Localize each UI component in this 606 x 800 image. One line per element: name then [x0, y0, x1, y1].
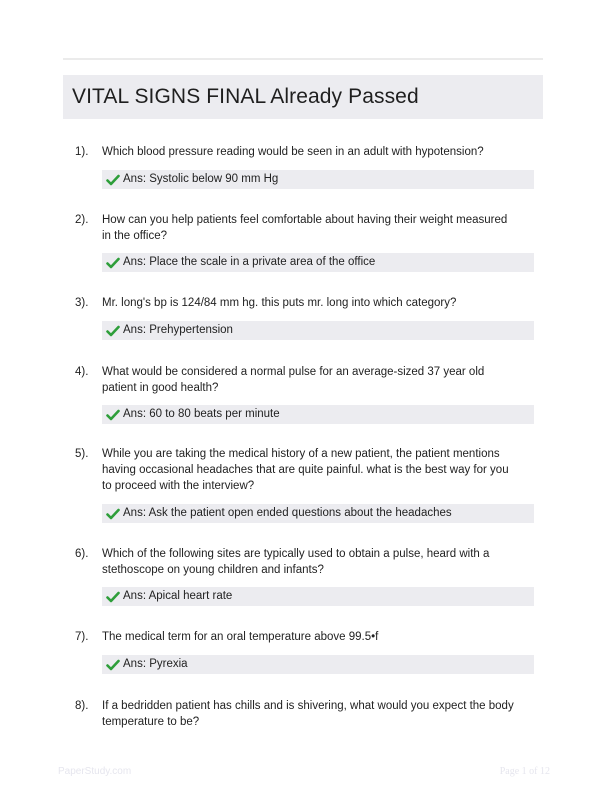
answer-box — [102, 321, 534, 340]
question-text: How can you help patients feel comfortable about having their weight measured in the office? — [102, 214, 508, 242]
check-icon — [106, 659, 120, 671]
answer-box — [102, 405, 534, 424]
question-number: 3). — [75, 297, 89, 309]
question-text: Which blood pressure reading would be seen in an adult with hypotension? — [102, 146, 484, 158]
answer-text: Ans: Pyrexia — [123, 658, 188, 670]
document-title-banner — [63, 75, 543, 119]
question-number: 1). — [75, 146, 89, 158]
document-title: VITAL SIGNS FINAL Already Passed — [72, 85, 419, 108]
question-text: If a bedridden patient has chills and is shivering, what would you expect the body temperature to be? — [102, 700, 514, 728]
check-icon — [106, 508, 120, 520]
check-icon — [106, 591, 120, 603]
answer-text: Ans: Place the scale in a private area of the office — [123, 256, 376, 268]
question-text: Which of the following sites are typically used to obtain a pulse, heard with a stethoscope on young children and infants? — [102, 548, 490, 576]
question-number: 5). — [75, 448, 89, 460]
question-text: While you are taking the medical history of a new patient, the patient mentions having occasional headaches that are quite painful. what is the best way for you to proceed with the interview? — [102, 448, 509, 492]
question-number: 8). — [75, 700, 89, 712]
question-number: 7). — [75, 631, 89, 643]
answer-text: Ans: Prehypertension — [123, 324, 233, 336]
footer-page-number: Page 1 of 12 — [499, 766, 550, 777]
answer-box — [102, 587, 534, 606]
question-text: The medical term for an oral temperature above 99.5•f — [102, 631, 379, 643]
answer-text: Ans: Systolic below 90 mm Hg — [123, 173, 279, 185]
answer-box — [102, 504, 534, 523]
question-number: 4). — [75, 366, 89, 378]
answer-text: Ans: Apical heart rate — [123, 590, 233, 602]
answer-box — [102, 655, 534, 674]
answer-box — [102, 170, 534, 189]
question-number: 2). — [75, 214, 89, 226]
check-icon — [106, 409, 120, 421]
answer-text: Ans: 60 to 80 beats per minute — [123, 408, 280, 420]
footer-watermark: PaperStudy.com — [58, 766, 132, 777]
question-text: What would be considered a normal pulse for an average-sized 37 year old patient in good health? — [102, 366, 485, 394]
check-icon — [106, 325, 120, 337]
check-icon — [106, 174, 120, 186]
question-number: 6). — [75, 548, 89, 560]
top-divider — [63, 58, 543, 60]
answer-text: Ans: Ask the patient open ended questions about the headaches — [123, 507, 452, 519]
check-icon — [106, 257, 120, 269]
answer-box — [102, 253, 534, 272]
question-text: Mr. long's bp is 124/84 mm hg. this puts mr. long into which category? — [102, 297, 457, 309]
